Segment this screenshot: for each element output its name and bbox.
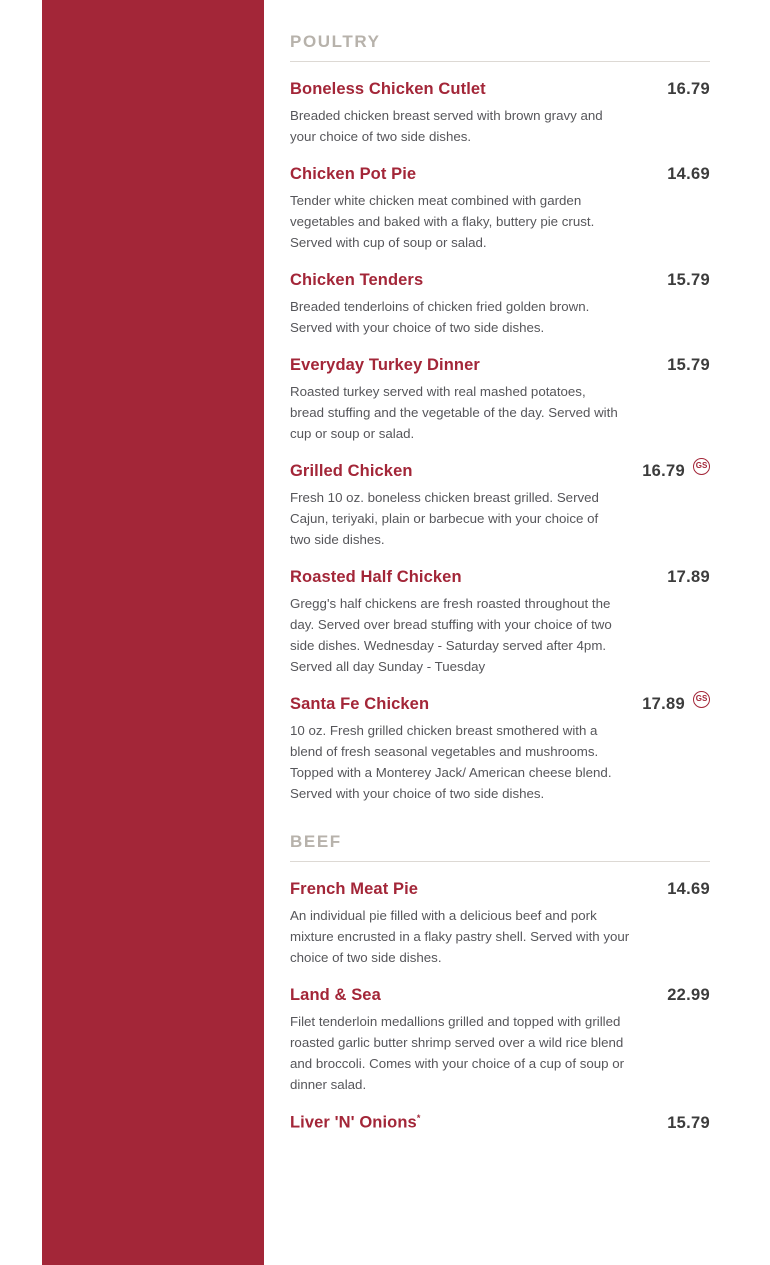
menu-item-price: 14.69: [667, 165, 710, 183]
menu-item-price-wrap: [667, 80, 710, 99]
menu-inner-column: [290, 0, 710, 1133]
gluten-sensitive-badge-icon: GS: [693, 691, 710, 708]
menu-item-header: [290, 880, 710, 899]
menu-item[interactable]: [290, 356, 710, 444]
menu-item-price: 16.79: [667, 80, 710, 98]
menu-item-header: [290, 695, 710, 714]
menu-item-name: French Meat Pie: [290, 880, 419, 898]
sidebar-panel: [42, 0, 264, 1265]
menu-section-beef: [290, 804, 710, 1133]
menu-item-price-wrap: [667, 1114, 710, 1133]
menu-item-price-wrap: [667, 165, 710, 184]
menu-item-header: [290, 1113, 710, 1133]
menu-item-name: Land & Sea: [290, 986, 381, 1004]
spacer: [418, 893, 667, 894]
menu-item-price: 17.89: [667, 568, 710, 586]
page-left-margin: [0, 0, 42, 1265]
menu-item-description: Filet tenderloin medallions grilled and topped with grilled roasted garlic butter shrimp served over a wild rice blend and broccoli. Comes with your choice of a cup of soup or dinner salad.: [290, 1014, 625, 1092]
menu-item-description: Fresh 10 oz. boneless chicken breast grilled. Served Cajun, teriyaki, plain or barbecue with your choice of two side dishes.: [290, 490, 599, 547]
menu-item[interactable]: [290, 986, 710, 1095]
spacer: [413, 475, 643, 476]
menu-item[interactable]: [290, 271, 710, 338]
menu-item-price-wrap: [642, 695, 710, 714]
menu-item-name: Santa Fe Chicken: [290, 695, 430, 713]
spacer: [462, 581, 668, 582]
menu-item-name: Chicken Tenders: [290, 271, 424, 289]
menu-item[interactable]: [290, 568, 710, 677]
menu-item-description: 10 oz. Fresh grilled chicken breast smothered with a blend of fresh seasonal vegetables and mushrooms. Topped with a Monterey Jack/ American cheese blend. Served with your choice of two side dishes.: [290, 723, 612, 801]
menu-item-name: Everyday Turkey Dinner: [290, 356, 480, 374]
menu-item-price: 14.69: [667, 880, 710, 898]
menu-item-price: 15.79: [667, 271, 710, 289]
menu-item-description: Breaded tenderloins of chicken fried golden brown. Served with your choice of two side dishes.: [290, 299, 590, 335]
menu-item-price: 17.89: [642, 695, 685, 713]
menu-item-price: 22.99: [667, 986, 710, 1004]
menu-item-name-text: Liver 'N' Onions: [290, 1113, 417, 1132]
spacer: [416, 178, 667, 179]
spacer: [381, 999, 667, 1000]
menu-item-name-footnote: *: [416, 1113, 421, 1123]
menu-item-name: Roasted Half Chicken: [290, 568, 462, 586]
menu-item-description: Roasted turkey served with real mashed potatoes, bread stuffing and the vegetable of the day. Served with cup or soup or salad.: [290, 384, 618, 441]
menu-item[interactable]: [290, 695, 710, 804]
menu-item-header: [290, 986, 710, 1005]
menu-item-price: 15.79: [667, 356, 710, 374]
menu-item-header: [290, 462, 710, 481]
menu-item-header: [290, 568, 710, 587]
menu-item[interactable]: [290, 80, 710, 147]
menu-item-name: Chicken Pot Pie: [290, 165, 417, 183]
section-heading: BEEF: [290, 804, 710, 862]
spacer: [423, 284, 667, 285]
menu-item-description: Breaded chicken breast served with brown gravy and your choice of two side dishes.: [290, 108, 603, 144]
spacer: [429, 708, 642, 709]
spacer: [420, 1127, 667, 1128]
menu-item[interactable]: [290, 880, 710, 968]
menu-item[interactable]: [290, 462, 710, 550]
menu-item-header: [290, 356, 710, 375]
section-heading: POULTRY: [290, 0, 710, 62]
menu-item-name: Boneless Chicken Cutlet: [290, 80, 486, 98]
menu-section-poultry: [290, 0, 710, 804]
menu-item-header: [290, 165, 710, 184]
menu-item-header: [290, 271, 710, 290]
menu-item-header: [290, 80, 710, 99]
menu-item-price-wrap: [667, 880, 710, 899]
menu-item-name: [290, 1113, 420, 1133]
gluten-sensitive-badge-icon: GS: [693, 458, 710, 475]
menu-content: [264, 0, 734, 1265]
menu-item-price: 15.79: [667, 1113, 710, 1132]
menu-item-description: An individual pie filled with a delicious beef and pork mixture encrusted in a flaky pastry shell. Served with your choice of two side dishes.: [290, 908, 630, 965]
menu-item-name: Grilled Chicken: [290, 462, 413, 480]
menu-item-price: 16.79: [642, 462, 685, 480]
menu-item-price-wrap: [667, 356, 710, 375]
menu-item-price-wrap: [667, 986, 710, 1005]
menu-item-description: Tender white chicken meat combined with garden vegetables and baked with a flaky, buttery pie crust. Served with cup of soup or salad.: [290, 193, 595, 250]
menu-item-description: Gregg's half chickens are fresh roasted throughout the day. Served over bread stuffing with your choice of two side dishes. Wednesday - Saturday served after 4pm. Served all day Sunday - Tuesday: [290, 596, 612, 674]
page-right-margin: [734, 0, 770, 1265]
menu-item[interactable]: [290, 165, 710, 253]
menu-item-price-wrap: [642, 462, 710, 481]
spacer: [480, 369, 667, 370]
menu-item-price-wrap: [667, 568, 710, 587]
menu-item[interactable]: [290, 1113, 710, 1133]
menu-item-price-wrap: [667, 271, 710, 290]
spacer: [486, 93, 667, 94]
